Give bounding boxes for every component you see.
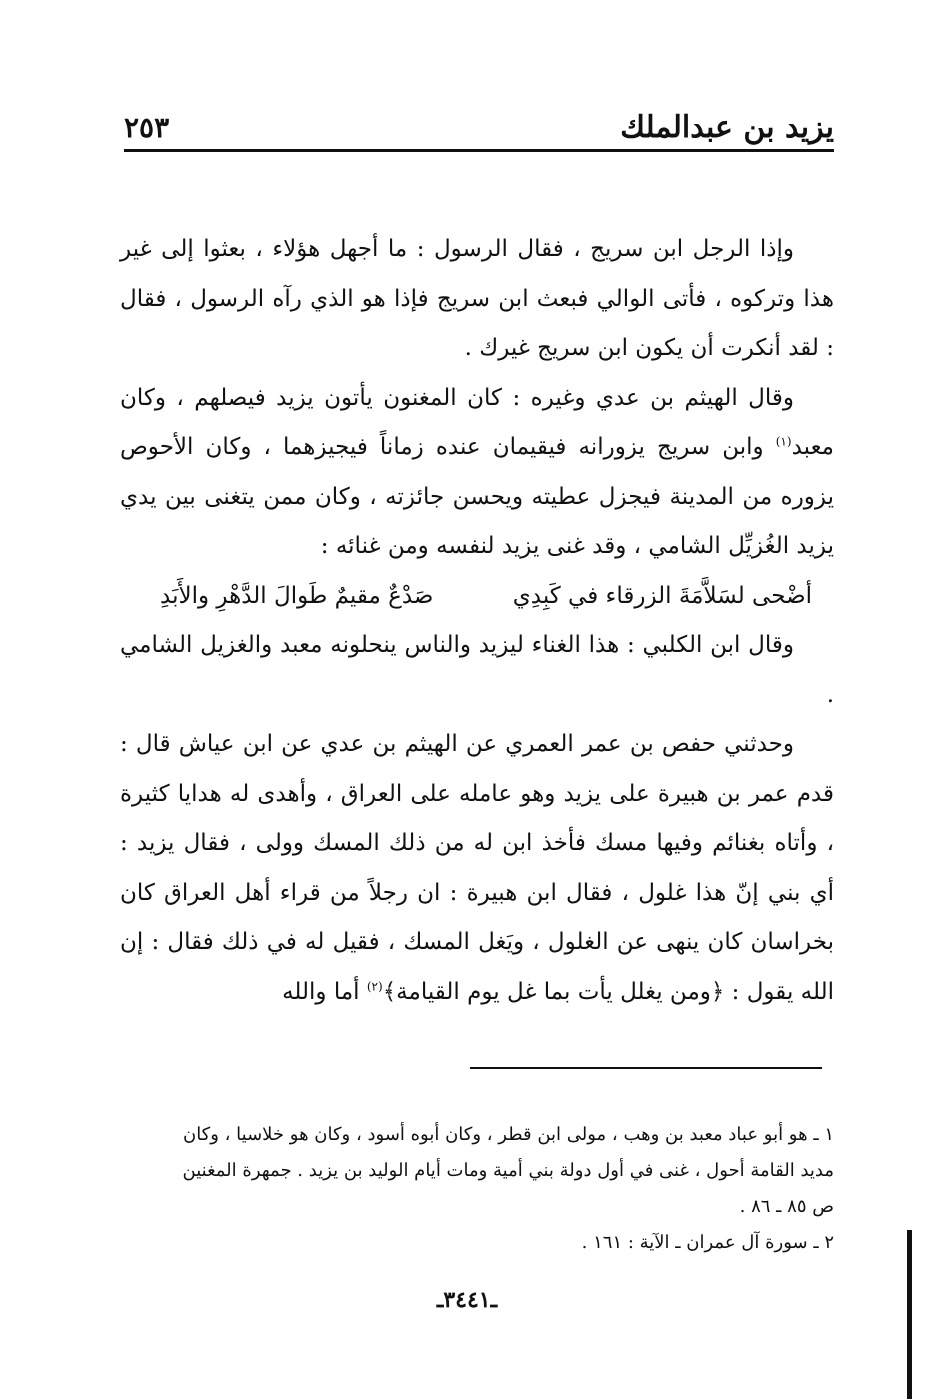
footnote-ref-1: (١): [775, 434, 792, 449]
paragraph-3: وقال ابن الكلبي : هذا الغناء ليزيد والناس ينحلونه معبد والغزيل الشامي .: [120, 632, 834, 708]
paragraph-2-part-b: وابن سريج يزورانه فيقيمان عنده زماناً فيجيزهما ، وكان الأحوص يزوره من المدينة فيجزل عطيته ويحسن جائزته ، وكان ممن يتغنى بين يدي يزيد الغُزيِّل الشامي ، وقد غنى يزيد لنفسه ومن غنائه :: [120, 434, 834, 559]
paragraph-1: وإذا الرجل ابن سريج ، فقال الرسول : ما أجهل هؤلاء ، بعثوا إلى غير هذا وتركوه ، فأتى الوالي فبعث ابن سريج فإذا هو الذي رآه الرسول ، فقال : لقد أنكرت أن يكون ابن سريج غيرك .: [120, 236, 834, 361]
footnote-rule: [470, 1067, 822, 1069]
verse-second-hemistich: صَدْعٌ مقيمٌ طَوالَ الدَّهْرِ والأَبَدِ: [160, 582, 434, 609]
footnote-1-line-2: مديد القامة أحول ، غنى في أول دولة بني أمية ومات أيام الوليد بن يزيد . جمهرة المغنين: [182, 1160, 834, 1181]
footnote-1-line-3: ص ٨٥ ـ ٨٦ .: [739, 1196, 834, 1217]
page-total-number: ـ٣٤٤١ـ: [436, 1287, 498, 1313]
paragraph-4: [120, 720, 834, 1017]
footnote-1-line-1: ١ ـ هو أبو عباد معبد بن وهب ، مولى ابن قطر ، وكان أبوه أسود ، وكان هو خلاسيا ، وكان: [182, 1124, 834, 1145]
page-header: [124, 104, 834, 148]
header-rule: [124, 149, 834, 152]
running-title: يزيد بن عبدالملك: [620, 110, 834, 145]
verse-first-hemistich: أضْحى لسَلاَّمَةَ الزرقاء في كَبِدِي: [512, 582, 812, 609]
footnote-ref-2: (٢): [366, 978, 383, 993]
paragraph-2-part-a: وقال الهيثم بن عدي وغيره : كان المغنون يأتون يزيد فيصلهم ، وكان معبد: [120, 384, 834, 460]
footnote-2: ٢ ـ سورة آل عمران ـ الآية : ١٦١ .: [581, 1232, 834, 1253]
paragraph-4-part-b: أما والله: [282, 978, 367, 1005]
footnotes: [120, 1117, 834, 1261]
main-text: [120, 225, 834, 1017]
page-number: ٢٥٣: [124, 111, 170, 144]
poem-verse: [120, 572, 834, 622]
paragraph-4-part-a: وحدثني حفص بن عمر العمري عن الهيثم بن عدي عن ابن عياش قال : قدم عمر بن هبيرة على يزيد وهو عامله على العراق ، وأهدى له هدايا كثيرة ، وأتاه بغنائم وفيها مسك فأخذ ابن له من ذلك المسك وولى ، فقال يزيد : أي بني إنّ هذا غلول ، فقال ابن هبيرة : ان رجلاً من قراء أهل العراق كان بخراسان كان ينهى عن الغلول ، ويَغل المسك ، فقيل له في ذلك فقال : إن الله يقول : ﴿ومن يغلل يأت بما غل يوم القيامة﴾: [120, 731, 834, 1005]
paragraph-2: [120, 374, 834, 572]
scan-edge-mark: [907, 1230, 912, 1399]
